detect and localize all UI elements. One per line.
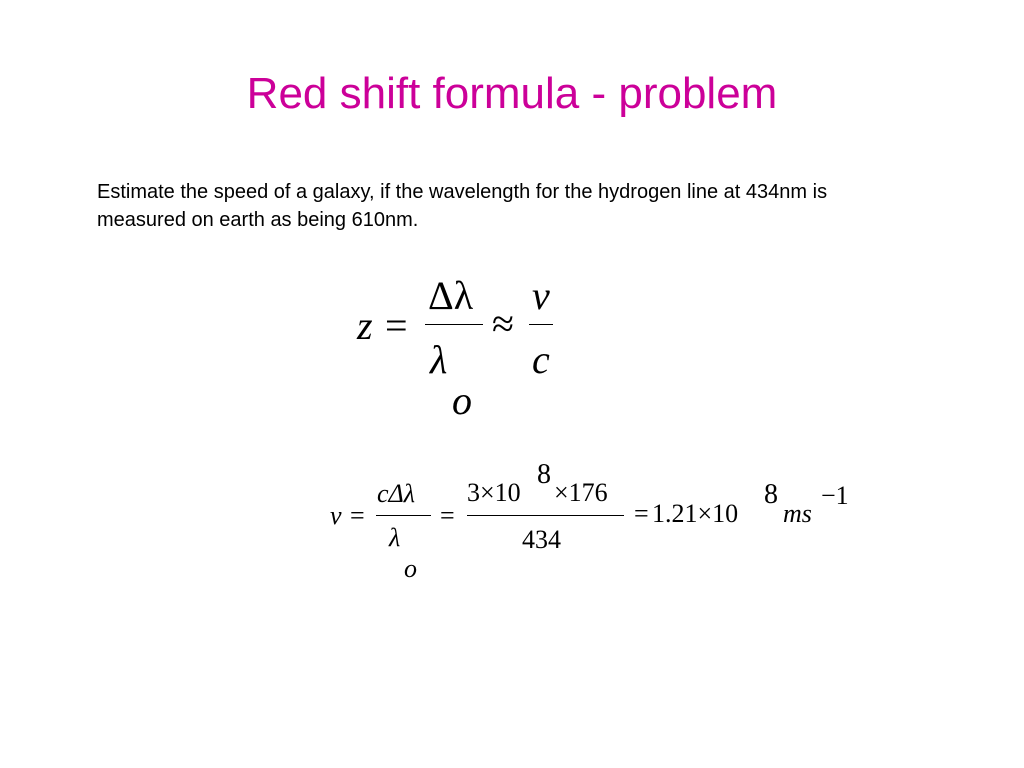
calc-numerator-exponent: 8	[537, 459, 551, 490]
formula-delta-lambda: Δλ	[428, 273, 474, 318]
calc-fraction-bar-1	[376, 515, 431, 516]
formula-lambda: λ	[430, 337, 448, 382]
calc-fraction-bar-2	[467, 515, 624, 516]
formula-lambda-subscript: o	[452, 378, 472, 423]
calc-equals-1: =	[350, 501, 365, 530]
fraction-bar-2	[529, 324, 553, 325]
result-unit-exponent: −1	[821, 481, 849, 510]
formula-equals: =	[385, 303, 408, 348]
calc-numerator-base: 3×10	[467, 478, 521, 507]
slide-title: Red shift formula - problem	[246, 69, 778, 118]
calc-lambda: λ	[389, 523, 401, 552]
calc-equals-3: =	[634, 499, 649, 528]
formula-z: z	[357, 303, 373, 348]
calc-equals-2: =	[440, 501, 455, 530]
result-exponent: 8	[764, 479, 778, 510]
calc-lambda-subscript: o	[404, 554, 417, 583]
calc-c-delta-lambda: cΔλ	[377, 479, 416, 508]
formula-v: v	[532, 273, 550, 318]
result-unit: ms	[783, 499, 812, 528]
calc-numerator-factor: ×176	[554, 478, 608, 507]
problem-statement: Estimate the speed of a galaxy, if the wavelength for the hydrogen line at 434nm is measured on earth as being 610nm.	[97, 181, 828, 231]
calc-v: v	[330, 501, 342, 530]
result-mantissa: 1.21×10	[652, 499, 739, 528]
formula-c: c	[532, 337, 550, 382]
fraction-bar-1	[425, 324, 483, 325]
formula-approx: ≈	[492, 301, 514, 346]
calc-denominator: 434	[522, 525, 561, 554]
